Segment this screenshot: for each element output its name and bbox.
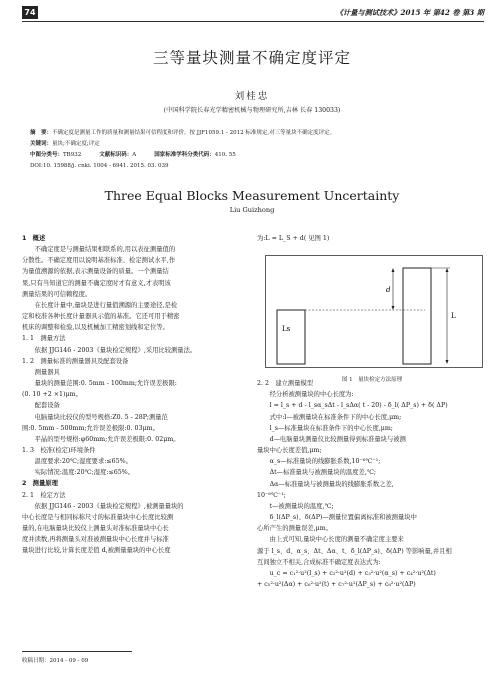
label-ls: Ls [282, 325, 291, 333]
left-column-line: 2. 1 检定方法 [22, 491, 66, 499]
clc-value: TB932 [63, 152, 82, 158]
right-column-line: l = l_s + d - l_sα_sΔt - l_sΔα( t - 20) - δ_l( ΔP_s) + δ( ΔP) [269, 402, 448, 410]
left-column-line: 1 概述 [22, 235, 46, 242]
doc-code-value: A [132, 152, 137, 158]
running-header: 《计量与测试技术》2015 年 第42 卷 第3 期 [335, 8, 484, 17]
left-column-line: 不确定度是与测量结果相联系的,用以表征测量值的 [34, 246, 176, 254]
header-rule [22, 21, 484, 22]
left-column-line: 中心长度是与相同标称尺寸的标准量块中心长度比较测 [22, 513, 174, 521]
doi: DOI:10. 15988/j. cnki. 1004 - 6941. 2015. 03. 039 [30, 163, 169, 169]
left-column-line: 1. 1 测量方法 [22, 335, 66, 343]
right-column-line: 10⁻⁶℃⁻¹; [257, 491, 286, 499]
left-column-line: 分散性。不确定度用以说明基准标准、检定测试水平,作 [22, 257, 176, 265]
abstract-label: 摘 要： [30, 130, 53, 136]
left-column-line: 果,只有当知道它的测量不确定度时才有意义,才表明该 [22, 279, 171, 287]
right-column-line: 源于 l_s、d、α_s、Δt、Δα、t、δ_l(ΔP_s)、δ(ΔP) 等影响量,并且相 [257, 547, 452, 555]
discipline-label: 国家标准学科分类代码： [154, 152, 215, 158]
received-date: 收稿日期：2014 - 09 - 09 [22, 658, 89, 664]
left-column-line: 度并读数,再将测量头对准被测量块中心长度并与标准 [22, 536, 169, 544]
keywords-label: 关键词： [30, 141, 53, 147]
right-column-line: l_s—标准量块在标准条件下的中心长度,μm; [269, 424, 393, 432]
left-column-line: 2 测量原理 [22, 480, 58, 488]
right-column-line: δ_l(ΔP_s)、δ(ΔP)—测量位置偏离标准和被测量块中 [269, 514, 417, 522]
right-column-line: 经分析被测量块的中心长度为: [269, 391, 354, 399]
left-column-line: 依据 JJG146 - 2003《量块检定规程》,采用比较测量法。 [34, 346, 197, 354]
left-column-line: (0. 10 +2 ×1)μm。 [22, 391, 82, 399]
left-column-line: 依据 JJG146 - 2003《量块检定规程》,被测量量块的 [34, 502, 184, 510]
label-d: d [386, 286, 391, 294]
clc-label: 中图分类号： [30, 152, 64, 158]
left-column-line: 量块的测量范围:0. 5mm - 100mm;允许误差极限: [34, 380, 177, 388]
abstract [30, 129, 474, 137]
author-cn: 刘桂忠 [234, 91, 270, 102]
d-arrow-top [392, 268, 395, 272]
left-column-line: 定和校准各种长度计量器具示值的基准。它还可用于精密 [22, 313, 180, 321]
figure-caption: 图 1 量块检定方法原理 [341, 377, 403, 383]
left-column-line: 平晶的型号规格:φ60mm;允许误差极限:0. 02μm。 [34, 435, 180, 443]
right-column-line: 式中:l—被测量块在标准条件下的中心长度,μm; [269, 413, 402, 421]
keywords-text: 量块;不确定度;评定 [52, 141, 100, 147]
standard-block [277, 310, 305, 364]
right-column-line: 互间独立不相关,合成标准不确定度表达式为: [257, 558, 381, 566]
left-column-line: 实际情况:温度:20℃;湿度:≤65%。 [34, 469, 135, 477]
right-column-line: 心所产生的测量误差,μm。 [257, 525, 333, 533]
right-column-line: Δα—标准量块与被测量块的线膨胀系数之差, [269, 480, 394, 488]
right-column-intro-line: 为:L = L_S + d( 见图 1) [257, 235, 330, 242]
doc-code-label: 文献标识码： [99, 152, 133, 158]
right-column-line: + c₅²·u²(Δα) + c₆²·u²(t) + c₇²·u²(ΔP_s) + c₈²·u²(ΔP) [257, 580, 416, 588]
test-block [403, 268, 431, 364]
abstract-text: 不确定度是测量工作的质量和测量结果可信程度和评价。按 JJF1059.1 - 2012 标准规定,对三等量块不确定度评定。 [52, 130, 336, 136]
left-column [22, 233, 244, 557]
page-number-badge: 74 [22, 6, 38, 19]
paper-title-cn: 三等量块测量不确定度评定 [152, 49, 351, 67]
l-arrow-top [446, 268, 449, 272]
left-column-line: 在长度计量中,量块是进行量值溯源的主要途径,是检 [34, 301, 178, 309]
author-en: Liu Guizhong [229, 206, 275, 214]
right-column-line: 量块中心长度差值,μm; [257, 447, 322, 455]
left-column-line: 1. 3 校准(检定)环境条件 [22, 446, 96, 454]
left-column-line: 电脑量块比较仪的型号规格:Z0. 5 - 28P;测量范 [34, 413, 168, 421]
left-column-line: 围:0. 5mm - 500mm;允许误差极限:0. 03μm。 [22, 424, 159, 432]
gauge-block-figure [265, 255, 483, 368]
left-column-line: 机床的调整和检验,以及机械加工精密划线和定位等。 [22, 324, 169, 332]
right-column-line: 由上式可知,量块中心长度的测量不确定度主要来 [269, 536, 404, 544]
l-arrow-bottom [446, 360, 449, 364]
paper-title-en: Three Equal Blocks Measurement Uncertainty [104, 188, 400, 203]
label-l: L [451, 312, 456, 320]
left-column-line: 温度要求:20℃;湿度要求:≤65%。 [34, 458, 132, 466]
right-column-lines [257, 378, 487, 590]
left-column-line: 为量值溯源的依据,表示测量设备的质量。一个测量结 [22, 268, 169, 276]
right-column-line: u_c = c₁²·u²(l_s) + c₂²·u²(d) + c₃²·u²(α_s) + c₄²·u²(Δt) [269, 569, 436, 577]
d-arrow-bottom [392, 306, 395, 310]
right-column-line: Δt—标准量块与被测量块的温度差,℃; [269, 469, 376, 477]
right-column-line: 2. 2 建立测量模型 [257, 380, 314, 388]
left-column-line: 1. 2 测量标准的测量器具及配套设备 [22, 357, 129, 365]
left-column-line: 测量器具 [34, 368, 60, 376]
classification-line [30, 151, 474, 159]
left-column-line: 配套设备 [34, 402, 60, 410]
left-column-line: 测量结果的可信赖程度。 [22, 290, 92, 298]
left-column-line: 量块进行比较,计算长度差值 d,被测量量块的中心长度 [22, 547, 171, 555]
keywords [30, 140, 474, 148]
affiliation-cn: (中国科学院长春光学精密机械与物理研究所,吉林 长春 130033) [163, 107, 341, 114]
right-column-line: d—电脑量块测量仪比较测量得到标准量块与被测 [269, 435, 406, 443]
footnote-rule [22, 651, 132, 652]
discipline-value: 410. 55 [214, 152, 236, 158]
right-column-line: α_s—标准量块的线膨胀系数,10⁻⁶℃⁻¹; [269, 458, 381, 466]
left-column-line: 量的,在电脑量块比较仪上测量头对准标准量块中心长 [22, 525, 169, 533]
right-column-line: t—被测量块的温度,℃; [269, 502, 334, 510]
